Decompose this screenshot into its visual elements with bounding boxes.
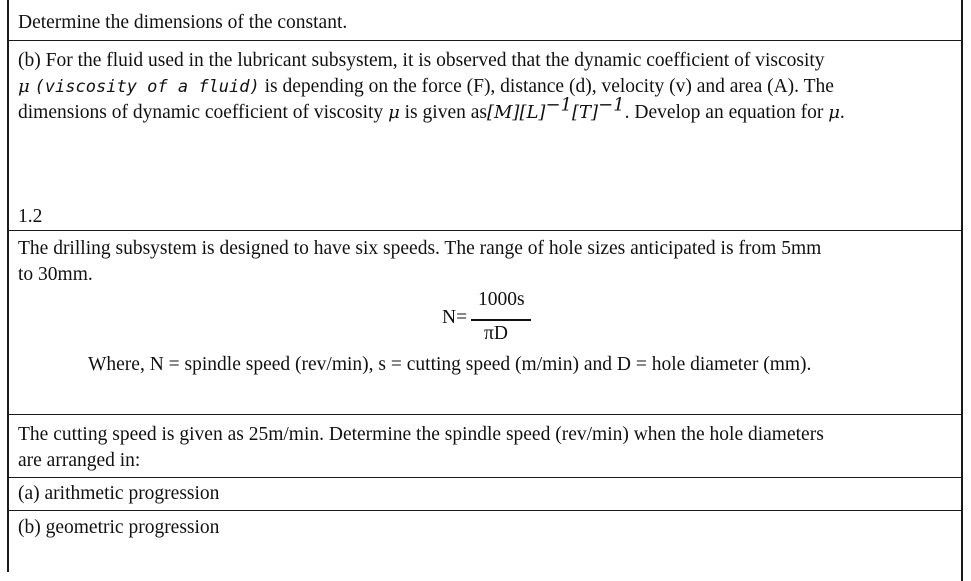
- row-divider-2: [8, 230, 961, 231]
- part-b-line-3: [18, 94, 845, 126]
- cutting-line-1: The cutting speed is given as 25m/min. Determine the spindle speed (rev/min) when the hole diameters: [18, 424, 824, 445]
- cutting-line-2: are arranged in:: [18, 450, 141, 471]
- part-b-line-2: [18, 74, 834, 100]
- dims-ml: [M][L]: [486, 102, 546, 123]
- option-b: (b) geometric progression: [18, 517, 220, 538]
- formula-fraction-bar: [471, 319, 531, 321]
- drilling-line-1: The drilling subsystem is designed to have six speeds. The range of hole sizes anticipated is from 5mm: [18, 238, 822, 259]
- left-border: [7, 0, 9, 572]
- mu-phrase: (viscosity of a fluid): [34, 77, 260, 97]
- part-b-line-2-rest: is depending on the force (F), distance (d), velocity (v) and area (A). The: [259, 76, 834, 97]
- top-line-text: Determine the dimensions of the constant.: [18, 12, 348, 33]
- line3-mid: is given as: [399, 102, 487, 123]
- exp-2: −1: [598, 94, 625, 116]
- right-border: [961, 0, 963, 581]
- option-a: (a) arithmetic progression: [18, 483, 220, 504]
- line3-post: . Develop an equation for: [624, 102, 829, 123]
- drilling-line-2: to 30mm.: [18, 264, 93, 285]
- row-divider-1: [8, 40, 961, 41]
- dims-t: [T]: [572, 102, 599, 123]
- section-number: 1.2: [18, 206, 43, 227]
- where-line: Where, N = spindle speed (rev/min), s = cutting speed (m/min) and D = hole diameter (mm).: [88, 354, 812, 375]
- line3-end: .: [839, 102, 845, 123]
- row-divider-3: [8, 414, 961, 415]
- formula-numerator: 1000s: [478, 289, 525, 310]
- exp-1: −1: [545, 94, 572, 116]
- formula-lhs: N=: [442, 307, 468, 328]
- part-b-line-1: (b) For the fluid used in the lubricant subsystem, it is observed that the dynamic coefficient of viscosity: [18, 50, 825, 71]
- mu-symbol: μ: [18, 76, 30, 97]
- line3-mu-2: μ: [828, 102, 840, 123]
- row-divider-5: [8, 510, 961, 511]
- formula-denominator: πD: [484, 323, 508, 344]
- line3-mu: μ: [388, 102, 400, 123]
- line3-pre: dimensions of dynamic coefficient of viscosity: [18, 102, 389, 123]
- row-divider-4: [8, 477, 961, 478]
